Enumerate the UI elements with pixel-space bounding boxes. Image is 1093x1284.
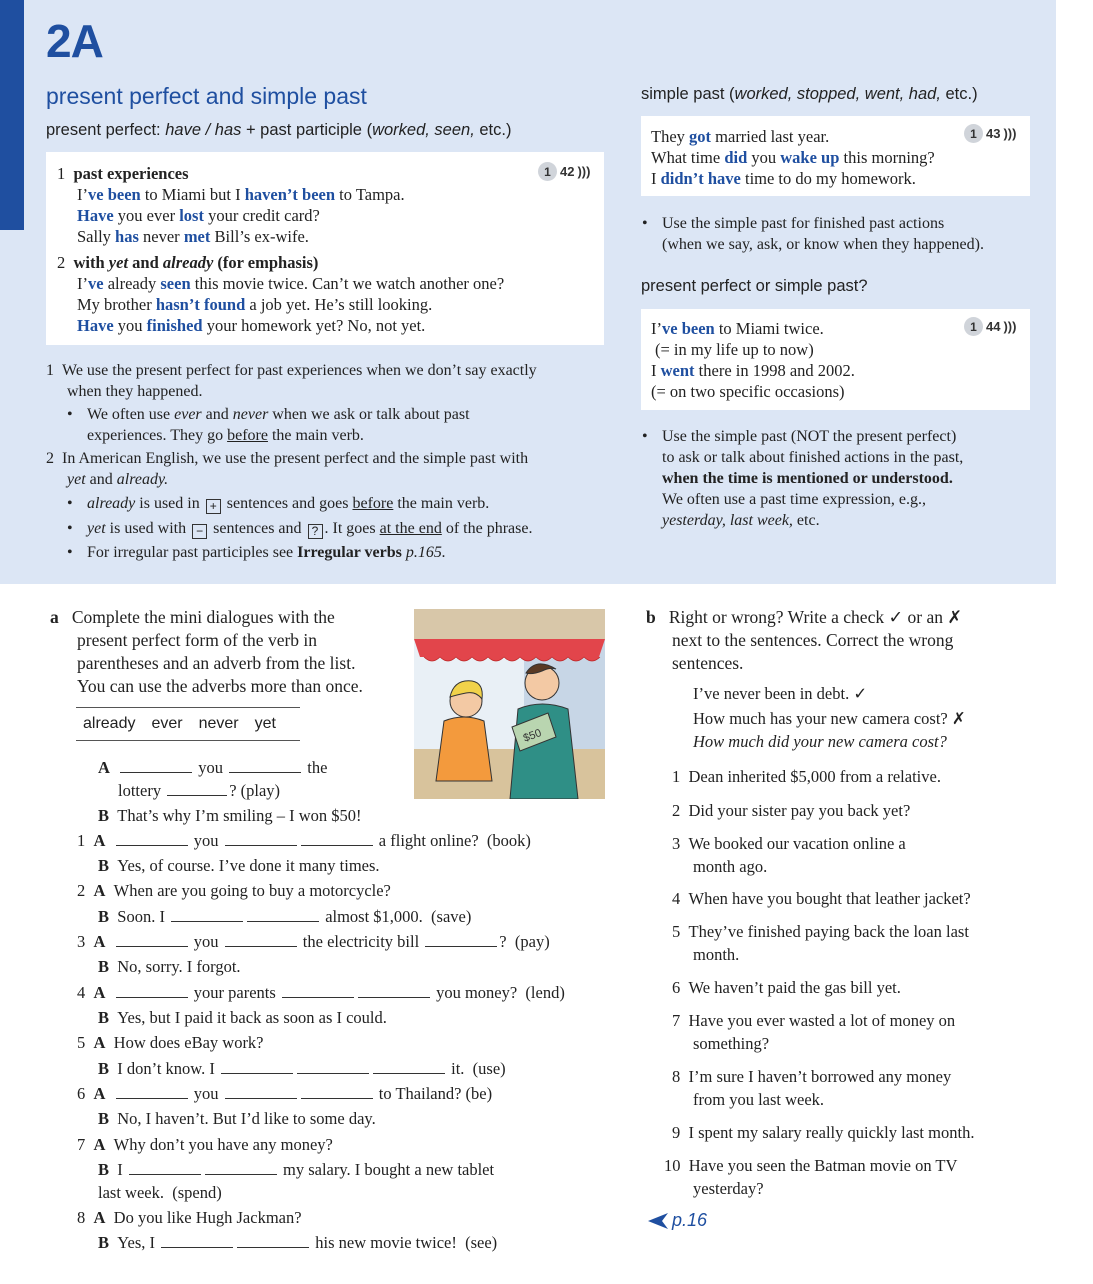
comparison-rule-cont: when the time is mentioned or understood. [662, 470, 953, 487]
exercise-a-instructions-cont: present perfect form of the verb in [77, 630, 318, 650]
dialogue-line: B Soon. I almost $1,000. (save) [98, 907, 472, 926]
banknote-label: $50 [521, 727, 544, 745]
dialogue-line: 2 A When are you going to buy a motorcycle? [77, 881, 391, 900]
question-icon: ? [308, 524, 323, 539]
dialogue-line: 4 A your parents you money? (lend) [77, 983, 565, 1002]
dialogue-line: B No, I haven’t. But I’d like to some day. [98, 1109, 376, 1128]
minus-icon: − [192, 524, 207, 539]
sound-icon: ))) [1003, 319, 1017, 334]
sentence-item: 1 Dean inherited $5,000 from a relative. [672, 767, 941, 786]
simple-past-rule: • Use the simple past for finished past actions [662, 213, 944, 235]
example-line: I went there in 1998 and 2002. [651, 361, 855, 380]
sentence-item-cont: yesterday? [693, 1179, 764, 1198]
adverb: yet [254, 715, 276, 732]
sentence-item-cont: from you last week. [693, 1090, 825, 1109]
sentence-item-cont: month. [693, 945, 740, 964]
examples-heading-2: 2 with yet and already (for emphasis) [57, 253, 319, 272]
dialogue-line: B Yes, of course. I’ve done it many times. [98, 856, 380, 875]
adverb: ever [151, 715, 183, 732]
plus-icon: + [206, 499, 221, 514]
audio-track-44[interactable]: 1 44 ))) [964, 317, 1016, 336]
adverb: never [198, 715, 239, 732]
sentence-item: 2 Did your sister pay you back yet? [672, 801, 911, 820]
dialogue-line: B I don’t know. I it. (use) [98, 1059, 506, 1078]
sentence-item-cont: month ago. [693, 857, 768, 876]
sentence-item: 10 Have you seen the Batman movie on TV [664, 1156, 958, 1175]
comparison-rule: • Use the simple past (NOT the present perfect) [662, 426, 956, 448]
rule-1-bullet: • We often use ever and never when we ask or talk about past [87, 404, 470, 426]
dialogue-line: 6 A you to Thailand? (be) [77, 1084, 493, 1103]
page-edge-bar [0, 0, 24, 230]
exercise-b-instructions-cont: sentences. [672, 653, 744, 673]
section-title: present perfect and simple past [46, 83, 367, 109]
dialogue-line: 3 A you the electricity bill ? (pay) [77, 932, 550, 951]
exercise-a-instructions-cont: You can use the adverbs more than once. [77, 676, 363, 696]
sentence-item: 8 I’m sure I haven’t borrowed any money [672, 1067, 952, 1086]
exercise-b-example-correction: How much did your new camera cost? [693, 732, 947, 751]
arrow-left-icon [648, 1213, 668, 1229]
sentence-item: 9 I spent my salary really quickly last month. [672, 1123, 975, 1142]
comparison-subheading: present perfect or simple past? [641, 277, 868, 295]
example-line: My brother hasn’t found a job yet. He’s still looking. [77, 295, 433, 314]
rule-2: 2 In American English, we use the present perfect and the simple past with [46, 450, 529, 467]
dialogue-line: 7 A Why don’t you have any money? [77, 1135, 333, 1154]
comparison-rule-cont: yesterday, last week, etc. [662, 512, 820, 529]
rule-1-bullet-cont: experiences. They go before the main verb. [87, 427, 364, 444]
audio-track-43[interactable]: 1 43 ))) [964, 124, 1016, 143]
dialogue-line: B Yes, but I paid it back as soon as I could. [98, 1008, 387, 1027]
sound-icon: ))) [577, 164, 591, 179]
audio-disc-icon: 1 [964, 124, 983, 143]
exercise-b-example: I’ve never been in debt. ✓ [693, 684, 868, 703]
dialogue-line: last week. (spend) [98, 1183, 222, 1202]
simple-past-subheading: simple past (worked, stopped, went, had, etc.) [641, 85, 978, 103]
dialogue-line: 8 A Do you like Hugh Jackman? [77, 1208, 302, 1227]
dialogue-line: B Yes, I his new movie twice! (see) [98, 1233, 498, 1252]
example-line: I didn’t have time to do my homework. [651, 169, 916, 188]
rule-2-cont: yet and already. [67, 471, 169, 488]
comparison-rule-cont: We often use a past time expression, e.g., [662, 491, 926, 508]
example-line: I’ve been to Miami but I haven’t been to Tampa. [77, 185, 405, 204]
example-line: (= in my life up to now) [655, 340, 814, 359]
example-line: They got married last year. [651, 127, 830, 146]
adverb-word-list [76, 707, 300, 741]
sentence-item: 4 When have you bought that leather jacket? [672, 889, 971, 908]
rule-2-bullet-yet: • yet is used with − sentences and ? . It goes at the end of the phrase. [87, 518, 532, 540]
sentence-item: 6 We haven’t paid the gas bill yet. [672, 978, 901, 997]
examples-heading-1: 1 past experiences [57, 164, 189, 183]
example-line: Have you finished your homework yet? No, not yet. [77, 316, 426, 335]
example-line: I’ve already seen this movie twice. Can’t we watch another one? [77, 274, 505, 293]
exercise-b-instructions-cont: next to the sentences. Correct the wrong [672, 630, 954, 650]
dialogue-line: 1 A you a flight online? (book) [77, 831, 531, 850]
adverb: already [83, 715, 136, 732]
rule-1: 1 We use the present perfect for past experiences when we don’t say exactly [46, 362, 537, 379]
audio-track-42[interactable]: 1 42 ))) [538, 162, 590, 181]
example-line: What time did you wake up this morning? [651, 148, 935, 167]
audio-disc-icon: 1 [538, 162, 557, 181]
example-line: Have you ever lost your credit card? [77, 206, 320, 225]
exercise-b-instructions: b Right or wrong? Write a check ✓ or an ✗ [646, 607, 963, 627]
rule-1-cont: when they happened. [67, 383, 203, 400]
dialogue-line: B I my salary. I bought a new tablet [98, 1160, 495, 1179]
sentence-item: 5 They’ve finished paying back the loan last [672, 922, 969, 941]
audio-disc-icon: 1 [964, 317, 983, 336]
dialogue-line: lottery ? (play) [118, 781, 281, 800]
sentence-item: 3 We booked our vacation online a [672, 834, 906, 853]
money-illustration [414, 609, 605, 799]
exercise-a-instructions: a Complete the mini dialogues with the [50, 607, 335, 627]
example-line: (= on two specific occasions) [651, 382, 845, 401]
rule-2-bullet-already: • already is used in + sentences and goes before the main verb. [87, 493, 489, 515]
comparison-rule-cont: to ask or talk about finished actions in the past, [662, 449, 964, 466]
sentence-item-cont: something? [693, 1034, 770, 1053]
dialogue-line: 5 A How does eBay work? [77, 1033, 264, 1052]
example-line: I’ve been to Miami twice. [651, 319, 824, 338]
dialogue-line: B No, sorry. I forgot. [98, 957, 241, 976]
dialogue-line: A you the [98, 758, 328, 777]
example-line: Sally has never met Bill’s ex-wife. [77, 227, 309, 246]
dialogue-line: B That’s why I’m smiling – I won $50! [98, 806, 362, 825]
page-reference-link[interactable]: p.16 [648, 1210, 707, 1231]
sound-icon: ))) [1003, 126, 1017, 141]
exercise-a-instructions-cont: parentheses and an adverb from the list. [77, 653, 356, 673]
sentence-item: 7 Have you ever wasted a lot of money on [672, 1011, 956, 1030]
simple-past-rule-cont: (when we say, ask, or know when they happened). [662, 236, 984, 253]
exercise-b-example: How much has your new camera cost? ✗ [693, 709, 966, 728]
rule-2-bullet-irregular: • For irregular past participles see Irregular verbs p.165. [87, 542, 446, 564]
present-perfect-subheading: present perfect: have / has + past participle (worked, seen, etc.) [46, 121, 512, 139]
unit-number: 2A [46, 15, 103, 67]
